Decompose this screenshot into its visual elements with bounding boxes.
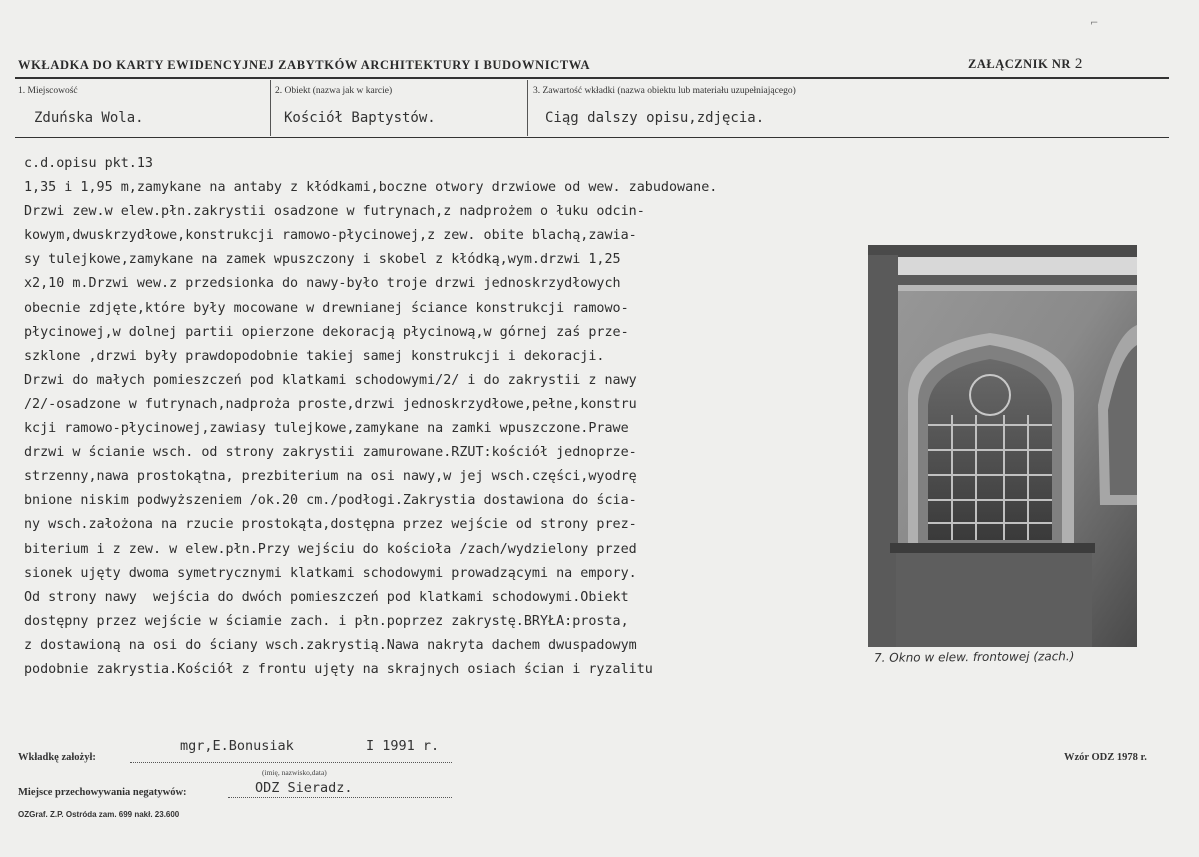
field-divider-2	[527, 80, 528, 136]
text-line: drzwi w ścianie wsch. od strony zakrystii zamurowane.RZUT:kościół jednoprze-	[24, 445, 637, 461]
form-pattern: Wzór ODZ 1978 r.	[1064, 752, 1147, 763]
corner-mark: ⌐	[1090, 18, 1099, 29]
print-info: OZGraf. Z.P. Ostróda zam. 699 nakł. 23.600	[18, 810, 180, 819]
text-line: biterium i z zew. w elew.płn.Przy wejściu do kościoła /zach/wydzielony przed	[24, 541, 637, 557]
description-text	[24, 152, 717, 682]
text-line: Drzwi zew.w elew.płn.zakrystii osadzone w futrynach,z nadprożem o łuku odcin-	[24, 204, 645, 220]
text-line: kowym,dwuskrzydłowe,konstrukcji ramowo-płycinowej,z zew. obite blachą,zawia-	[24, 228, 637, 244]
text-line: ny wsch.założona na rzucie prostokąta,dostępna przez wejście od strony prez-	[24, 517, 637, 533]
text-line: podobnie zakrystia.Kościół z frontu ujęty na skrajnych osiach ścian i ryzalitu	[24, 661, 653, 677]
text-line: sy tulejkowe,zamykane na zamek wpuszczony i skobel z kłódką,wym.drzwi 1,25	[24, 252, 621, 268]
text-line: sionek ujęty dwoma symetrycznymi klatkami schodowymi prowadzącymi na empory.	[24, 565, 637, 581]
text-line: szklone ,drzwi były prawdopodobnie takiej samej konstrukcji i dekoracji.	[24, 348, 605, 364]
text-line: x2,10 m.Drzwi wew.z przedsionka do nawy-było troje drzwi jednoskrzydłowych	[24, 276, 621, 292]
text-line: dostępny przez wejście w ściamie zach. i płn.poprzez zakrystę.BRYŁA:prosta,	[24, 613, 629, 629]
object-label: 2. Obiekt (nazwa jak w karcie)	[275, 86, 393, 96]
content-label: 3. Zawartość wkładki (nazwa obiektu lub materiału uzupełniającego)	[533, 86, 796, 96]
negatives-label: Miejsce przechowywania negatywów:	[18, 787, 187, 798]
text-line: płycinowej,w dolnej partii opierzone dekoracją płycinową,w górnej zaś prze-	[24, 324, 629, 340]
negatives-line	[228, 797, 452, 798]
text-line: Drzwi do małych pomieszczeń pod klatkami schodowymi/2/ i do zakrystii z nawy	[24, 372, 637, 388]
header-rule-bottom	[15, 137, 1169, 138]
made-by-hint: (imię, nazwisko,data)	[262, 768, 327, 777]
content-value: Ciąg dalszy opisu,zdjęcia.	[545, 110, 765, 126]
header-rule-top	[15, 77, 1169, 79]
text-line: bnione niskim podwyższeniem /ok.20 cm./podłogi.Zakrystia dostawiona do ścia-	[24, 493, 637, 509]
made-date: I 1991 r.	[366, 738, 440, 754]
attachment-label: ZAŁĄCZNIK NR	[968, 57, 1071, 71]
text-line: /2/-osadzone w futrynach,nadproża proste,drzwi jednoskrzydłowe,pełne,konstru	[24, 396, 637, 412]
window-photo-image	[868, 245, 1137, 647]
object-value: Kościół Baptystów.	[284, 110, 436, 126]
text-line: z dostawioną na osi do ściany wsch.zakrystią.Nawa nakryta dachem dwuspadowym	[24, 637, 637, 653]
text-line: 1,35 i 1,95 m,zamykane na antaby z kłódkami,boczne otwory drzwiowe od wew. zabudowane.	[24, 180, 718, 196]
made-by-line	[130, 762, 452, 763]
made-by-label: Wkładkę założył:	[18, 752, 96, 763]
photo-caption: 7. Okno w elew. frontowej (zach.)	[873, 649, 1075, 665]
window-photo	[868, 245, 1137, 647]
text-line: obecnie zdjęte,które były mocowane w drewnianej ściance konstrukcji ramowo-	[24, 300, 629, 316]
text-line: c.d.opisu pkt.13	[24, 156, 153, 171]
locality-value: Zduńska Wola.	[34, 110, 144, 126]
negatives-value: ODZ Sieradz.	[255, 780, 353, 796]
text-line: Od strony nawy wejścia do dwóch pomieszczeń pod klatkami schodowymi.Obiekt	[24, 589, 629, 605]
attachment-number-value: 2	[1074, 56, 1083, 72]
text-line: kcji ramowo-płycinowej,zawiasy tulejkowe,zamykane na zamki wpuszczone.Prawe	[24, 421, 629, 437]
locality-label: 1. Miejscowość	[18, 86, 78, 96]
card-title: WKŁADKA DO KARTY EWIDENCYJNEJ ZABYTKÓW ARCHITEKTURY I BUDOWNICTWA	[18, 58, 591, 72]
text-line: strzenny,nawa prostokątna, prezbiterium na osi nawy,w jej wsch.części,wyodrę	[24, 469, 637, 485]
field-divider-1	[270, 80, 271, 136]
made-by-value: mgr,E.Bonusiak	[180, 738, 294, 754]
attachment-number	[968, 56, 1083, 73]
